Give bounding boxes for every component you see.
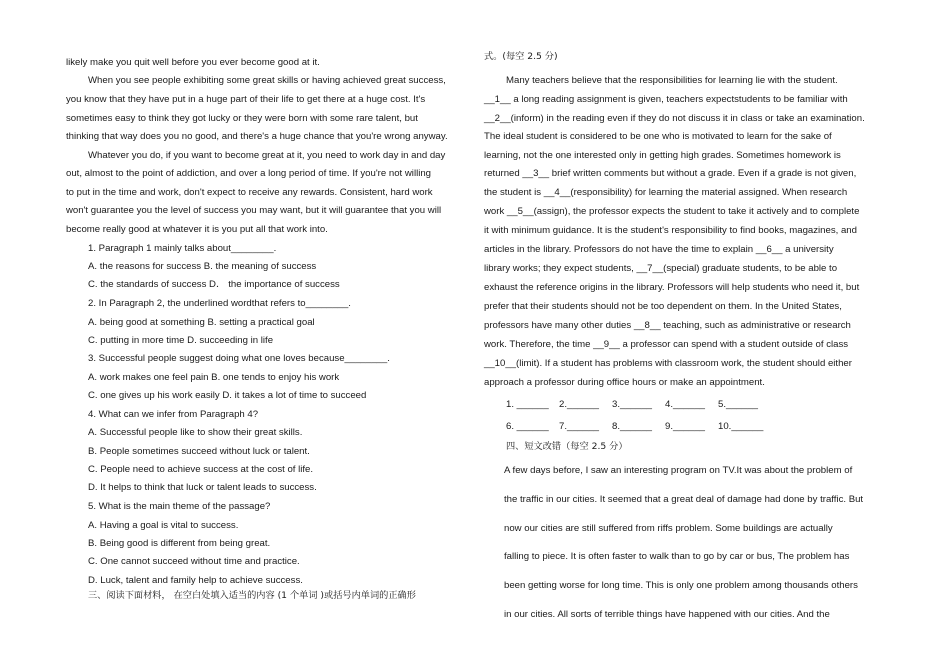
- text-line: work __5__(assign), the professor expects the student to take it actively and to complete: [484, 206, 860, 217]
- text-line: approach a professor during office hours or make an appointment.: [484, 377, 765, 388]
- option: D. It helps to think that luck or talent leads to success.: [88, 482, 317, 493]
- text-line: the traffic in our cities. It seemed that a great deal of damage had done by traffic. But: [504, 494, 864, 505]
- question: 2. In Paragraph 2, the underlined wordthat refers to________.: [88, 298, 351, 309]
- text-line: returned __3__ brief written comments but without a grade. Even if a grade is not given,: [484, 168, 857, 179]
- answer-blank[interactable]: 8.______: [612, 421, 653, 432]
- answer-blank[interactable]: 7.______: [559, 421, 600, 432]
- text-line: __2__(inform) in the reading even if they do not discuss it in class or take an examination.: [484, 113, 865, 124]
- option: C. one gives up his work easily D. it takes a lot of time to succeed: [88, 390, 367, 401]
- answer-blank[interactable]: 2.______: [559, 399, 600, 410]
- answer-blank[interactable]: 9.______: [665, 421, 706, 432]
- answer-blank[interactable]: 1. ______: [506, 399, 549, 410]
- answer-blanks-row-2: [506, 421, 771, 433]
- text-line: now our cities are still suffered from riffs problem. Some buildings are actually: [504, 523, 833, 534]
- text-line: work. Therefore, the time __9__ a professor can spend with a student outside of class: [484, 339, 849, 350]
- section-heading: 三、阅读下面材料， 在空白处填入适当的内容 (1 个单词 )或括号内单词的正确形: [88, 590, 416, 601]
- text-line: Many teachers believe that the responsibilities for learning lie with the student.: [506, 75, 838, 86]
- text-line: become really good at whatever it is you put all that work into.: [66, 224, 328, 235]
- text-line: prefer that their students should not be too dependent on them. In the United States,: [484, 301, 842, 312]
- option: A. Having a goal is vital to success.: [88, 520, 239, 531]
- text-line: sometimes easy to think they got lucky or they were born with some rare talent, but: [66, 113, 418, 124]
- section-heading: 四、短文改错（每空 2.5 分）: [506, 441, 628, 452]
- text-line: it with minimum guidance. It is the student's responsibility to find books, magazines, and: [484, 225, 857, 236]
- answer-blank[interactable]: 4.______: [665, 399, 706, 410]
- question: 4. What can we infer from Paragraph 4?: [88, 409, 259, 420]
- text-line: the student is __4__(responsibility) for learning the material assigned. When research: [484, 187, 848, 198]
- option: B. Being good is different from being great.: [88, 538, 271, 549]
- text-line: library works; they expect students, __7__(special) graduate students, to be able to: [484, 263, 838, 274]
- text-line: articles in the library. Professors do not have the time to explain __6__ a university: [484, 244, 834, 255]
- text-line: won't guarantee you the level of success you may want, but it will guarantee that you will: [66, 205, 442, 216]
- text-line: professors have many other duties __8__ teaching, such as administrative or research: [484, 320, 851, 331]
- question: 1. Paragraph 1 mainly talks about________.: [88, 243, 277, 254]
- answer-blank[interactable]: 3.______: [612, 399, 653, 410]
- section-heading-continued: 式。(每空 2.5 分): [484, 51, 558, 62]
- text-line: thinking that way does you no good, and there's a huge chance that you're wrong anyway.: [66, 131, 448, 142]
- option: C. One cannot succeed without time and practice.: [88, 556, 300, 567]
- answer-blanks-row-1: [506, 399, 771, 411]
- text-line: you know that they have put in a huge part of their life to get there at a huge cost. It's: [66, 94, 426, 105]
- text-line: out, almost to the point of addiction, and over a long period of time. If you're not willing: [66, 168, 432, 179]
- answer-blank[interactable]: 10.______: [718, 421, 764, 432]
- option: B. People sometimes succeed without luck or talent.: [88, 446, 310, 457]
- text-line: When you see people exhibiting some great skills or having achieved great success,: [88, 75, 446, 86]
- text-line: Whatever you do, if you want to become great at it, you need to work day in and day: [88, 150, 446, 161]
- text-line: learning, not the one interested only in getting high grades. Sometimes homework is: [484, 150, 841, 161]
- option: A. the reasons for success B. the meaning of success: [88, 261, 317, 272]
- text-line: been getting worse for long time. This is only one problem among thousands others: [504, 580, 858, 591]
- option: A. Successful people like to show their great skills.: [88, 427, 303, 438]
- text-line: in our cities. All sorts of terrible things have happened with our cities. And the: [504, 609, 830, 620]
- option: C. the standards of success D． the importance of success: [88, 279, 340, 290]
- text-line: to put in the time and work, don't expect to receive any rewards. Consistent, hard work: [66, 187, 433, 198]
- text-line: __10__(limit). If a student has problems with classroom work, the student should either: [484, 358, 852, 369]
- question: 3. Successful people suggest doing what one loves because________.: [88, 353, 390, 364]
- text-line: exhaust the reference origins in the library. Professors will help students who need it, but: [484, 282, 860, 293]
- text-line: __1__ a long reading assignment is given, teachers expectstudents to be familiar with: [484, 94, 848, 105]
- text-line: A few days before, I saw an interesting program on TV.It was about the problem of: [504, 465, 853, 476]
- option: A. work makes one feel pain B. one tends to enjoy his work: [88, 372, 340, 383]
- text-line: likely make you quit well before you ever become good at it.: [66, 57, 320, 68]
- option: D. Luck, talent and family help to achieve success.: [88, 575, 303, 586]
- text-line: The ideal student is considered to be one who is motivated to learn for the sake of: [484, 131, 832, 142]
- option: C. putting in more time D. succeeding in life: [88, 335, 274, 346]
- answer-blank[interactable]: 5.______: [718, 399, 759, 410]
- text-line: falling to piece. It is often faster to walk than to go by car or bus, The problem has: [504, 551, 850, 562]
- answer-blank[interactable]: 6. ______: [506, 421, 549, 432]
- option: C. People need to achieve success at the cost of life.: [88, 464, 314, 475]
- question: 5. What is the main theme of the passage?: [88, 501, 271, 512]
- option: A. being good at something B. setting a practical goal: [88, 317, 315, 328]
